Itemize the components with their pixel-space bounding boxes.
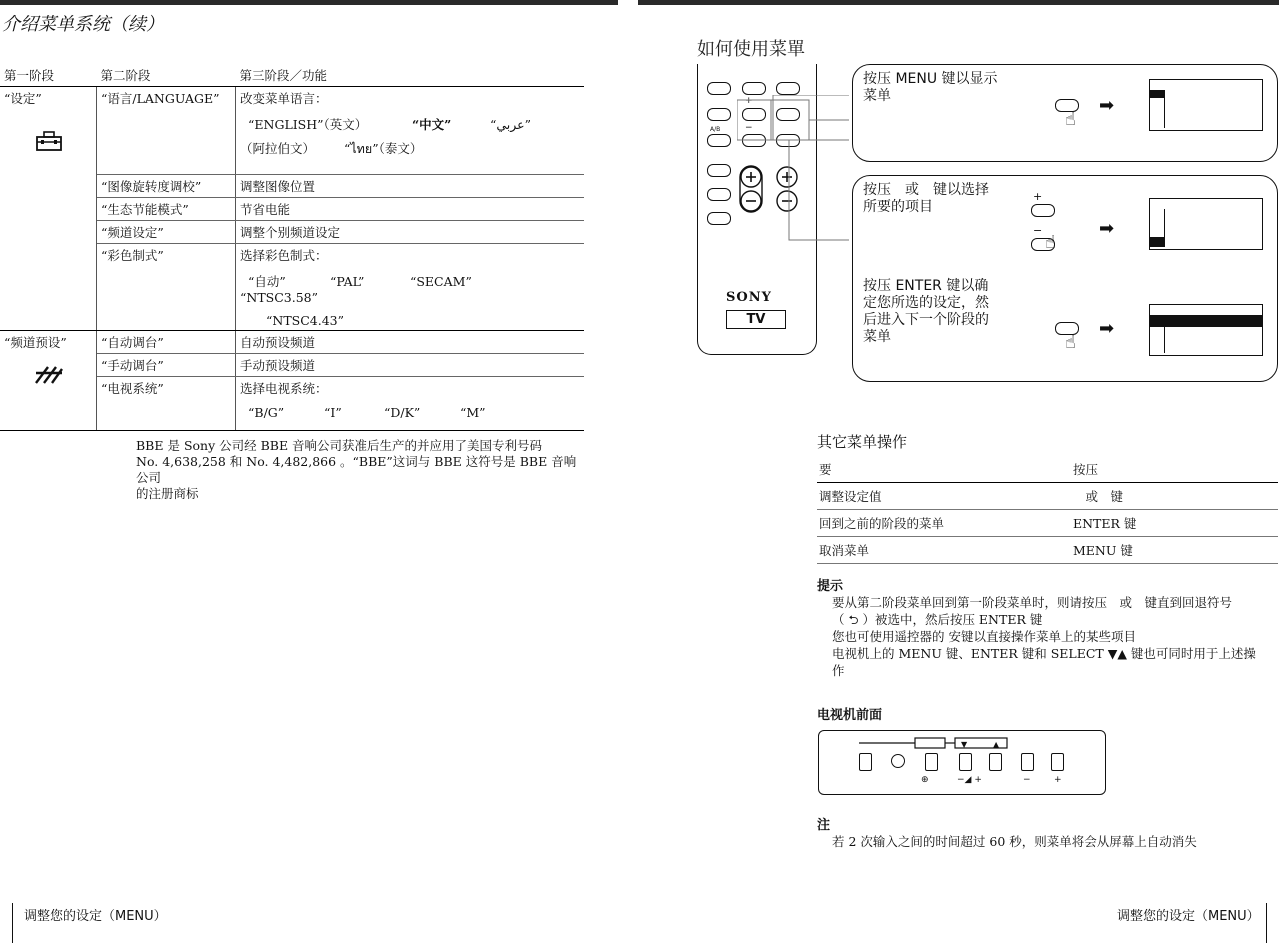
tv-front-panel xyxy=(818,730,1106,795)
right-top-bar xyxy=(638,0,1279,5)
menu-icons-column xyxy=(1150,90,1165,128)
opt-dk: “D/K” xyxy=(383,405,421,420)
note-title: 注 xyxy=(817,818,831,833)
stage2-tv-system: “电视系统” xyxy=(97,377,236,431)
stage3-language: 改变菜单语言： xyxy=(240,91,328,106)
stage2-channel-setup: “频道设定” xyxy=(97,221,236,244)
right-page-title: 如何使用菜單 xyxy=(697,39,805,60)
step1-text xyxy=(863,71,998,105)
menu-icons-column xyxy=(1150,315,1165,353)
step2-line: 按压 或 键以选择 xyxy=(863,182,989,198)
front-label: −◢ + xyxy=(957,775,982,785)
opt-arabic-desc: （阿拉伯文） xyxy=(240,141,316,156)
remote-button[interactable] xyxy=(707,188,731,201)
program-plus-button[interactable] xyxy=(1051,753,1064,771)
stage2-auto-preset: “自动调台” xyxy=(97,331,236,354)
menu-structure-table xyxy=(0,64,584,431)
ops-row-action: 调整设定值 xyxy=(817,483,1071,510)
bbe-note-line: No. 4,638,258 和 No. 4,482,866 。“BBE”这词与 BBE 这符号是 BBE 音响公司 xyxy=(136,454,577,485)
menu-icons-column xyxy=(1150,209,1165,247)
opt-english: “ENGLISH”（英文） xyxy=(248,117,368,132)
opt-auto: “自动” xyxy=(248,274,286,289)
stage2-eco: “生态节能模式” xyxy=(97,198,236,221)
opt-m: “M” xyxy=(459,405,486,420)
opt-arabic: “عربي” xyxy=(489,117,532,132)
pressing-finger-icon: ☝ xyxy=(1045,232,1056,253)
pressing-finger-icon: ☝ xyxy=(1065,109,1076,130)
step3-line: 按压 ENTER 键以确 xyxy=(863,278,989,294)
opt-ntsc443: “NTSC4.43” xyxy=(266,313,345,328)
input-icon: ⊕ xyxy=(921,775,929,785)
volume-minus-button[interactable] xyxy=(959,753,972,771)
input-button[interactable] xyxy=(925,753,938,771)
stage3-manual-preset: 手动预设频道 xyxy=(236,354,585,377)
svg-text:▲: ▲ xyxy=(993,740,1000,749)
front-bracket-lines xyxy=(859,735,1059,751)
tips-list xyxy=(832,594,1278,679)
remote-minus-label: − xyxy=(745,123,753,133)
tv-screen-menu xyxy=(1149,79,1263,131)
header-stage1: 第一阶段 xyxy=(0,64,97,87)
other-ops-table xyxy=(817,456,1278,564)
antenna-icon xyxy=(34,363,64,385)
step3-text xyxy=(863,278,989,346)
plus-button-illustration xyxy=(1031,204,1055,217)
ops-row-key: ENTER 键 xyxy=(1071,510,1278,537)
note-text: 若 2 次输入之间的时间超过 60 秒，则菜单将会从屏幕上自动消失 xyxy=(832,834,1197,849)
stage3-color-system: 选择彩色制式： xyxy=(240,248,328,263)
opt-chinese: “中文” xyxy=(411,117,452,132)
step1-line: 菜单 xyxy=(863,88,891,104)
opt-i: “I” xyxy=(323,405,342,420)
opt-bg: “B/G” xyxy=(248,405,285,420)
right-footer: 调整您的设定（MENU） xyxy=(1117,909,1260,924)
remote-button[interactable] xyxy=(707,212,731,225)
stage1-setup: “设定” xyxy=(4,91,42,106)
tip-line: 要从第二阶段菜单回到第一阶段菜单时，则请按压 或 键直到回退符号 xyxy=(832,595,1233,610)
left-footer-rule xyxy=(12,903,13,943)
front-label: − xyxy=(1023,775,1031,785)
step3-line: 菜单 xyxy=(863,329,891,345)
step2-minus-label: − xyxy=(1033,224,1043,237)
left-top-bar xyxy=(0,0,618,5)
step2-line: 所要的项目 xyxy=(863,199,933,215)
stage2-manual-preset: “手动调台” xyxy=(97,354,236,377)
opt-pal: “PAL” xyxy=(329,274,365,289)
remote-button[interactable] xyxy=(707,108,731,121)
step1-line: 按压 MENU 键以显示 xyxy=(863,71,998,87)
ops-row-key: MENU 键 xyxy=(1071,537,1278,564)
step3-line: 定您所选的设定，然 xyxy=(863,295,989,311)
step-panel-select xyxy=(852,175,1278,382)
remote-button[interactable] xyxy=(707,164,731,177)
ab-label: A/B xyxy=(710,126,721,133)
tip-line: 您也可使用遥控器的 安键以直接操作菜单上的某些项目 xyxy=(832,629,1136,644)
header-stage3: 第三阶段／功能 xyxy=(236,64,585,87)
remote-button[interactable] xyxy=(776,82,800,95)
svg-text:▼: ▼ xyxy=(961,740,968,749)
opt-ntsc358: “NTSC3.58” xyxy=(240,290,319,305)
pressing-finger-icon: ☝ xyxy=(1065,332,1076,353)
arrow-right-icon: ➡ xyxy=(1099,218,1115,239)
ops-row-action: 回到之前的阶段的菜单 xyxy=(817,510,1071,537)
ops-row-action: 取消菜单 xyxy=(817,537,1071,564)
toolbox-icon xyxy=(36,131,62,151)
tv-screen-enter xyxy=(1149,304,1263,356)
program-minus-button[interactable] xyxy=(1021,753,1034,771)
arrow-right-icon: ➡ xyxy=(1099,318,1115,339)
step-panel-menu xyxy=(852,64,1278,162)
step2-plus-label: + xyxy=(1033,190,1043,203)
bbe-note-line: 的注册商标 xyxy=(136,486,199,501)
header-stage2: 第二阶段 xyxy=(97,64,236,87)
stage2-language: “语言/LANGUAGE” xyxy=(97,87,236,175)
opt-thai: “ไทย”（泰文） xyxy=(343,141,423,156)
tv-label: TV xyxy=(726,310,786,329)
stage3-channel-setup: 调整个别频道设定 xyxy=(236,221,585,244)
left-page-title: 介绍菜单系统（续） xyxy=(2,14,164,35)
stage3-auto-preset: 自动预设频道 xyxy=(236,331,585,354)
stage2-color-system: “彩色制式” xyxy=(97,244,236,331)
left-footer: 调整您的设定（MENU） xyxy=(24,909,167,924)
tip-line: 作 xyxy=(832,663,845,678)
right-footer-rule xyxy=(1266,903,1267,943)
indicator-circle xyxy=(891,754,905,768)
stage1-preset: “频道预设” xyxy=(4,335,67,350)
stage3-picture-rotation: 调整图像位置 xyxy=(236,175,585,198)
sony-logo: SONY xyxy=(726,290,772,305)
step3-line: 后进入下一个阶段的 xyxy=(863,312,989,328)
volume-plus-button[interactable] xyxy=(989,753,1002,771)
stage2-picture-rotation: “图像旋转度调校” xyxy=(97,175,236,198)
tips-title: 提示 xyxy=(817,579,844,594)
step2-text xyxy=(863,182,989,216)
tip-line: 电视机上的 MENU 键、ENTER 键和 SELECT ▼▲ 键也可同时用于上述操 xyxy=(832,646,1256,661)
opt-secam: “SECAM” xyxy=(409,274,472,289)
power-button[interactable] xyxy=(859,753,872,771)
ops-header-press: 按压 xyxy=(1071,456,1278,483)
ops-row-key: 或 键 xyxy=(1071,483,1278,510)
arrow-right-icon: ➡ xyxy=(1099,95,1115,116)
ab-button[interactable] xyxy=(707,134,731,147)
tv-screen-select xyxy=(1149,198,1263,250)
tv-front-title: 电视机前面 xyxy=(817,708,883,723)
stage3-eco: 节省电能 xyxy=(236,198,585,221)
callout-lines xyxy=(737,95,857,275)
remote-button[interactable] xyxy=(707,82,731,95)
front-label: + xyxy=(1054,775,1062,785)
bbe-note xyxy=(136,438,586,502)
bbe-note-line: BBE 是 Sony 公司经 BBE 音响公司获准后生产的并应用了美国专利号码 xyxy=(136,438,543,453)
tip-line: （ ⮌ ）被选中，然后按压 ENTER 键 xyxy=(832,612,1043,627)
remote-button[interactable] xyxy=(742,82,766,95)
remote-plus-label: + xyxy=(745,96,753,106)
other-ops-title: 其它菜单操作 xyxy=(817,433,908,451)
ops-header-want: 要 xyxy=(817,456,1071,483)
stage3-tv-system: 选择电视系统： xyxy=(240,381,328,396)
highlight-bar xyxy=(1150,315,1262,327)
